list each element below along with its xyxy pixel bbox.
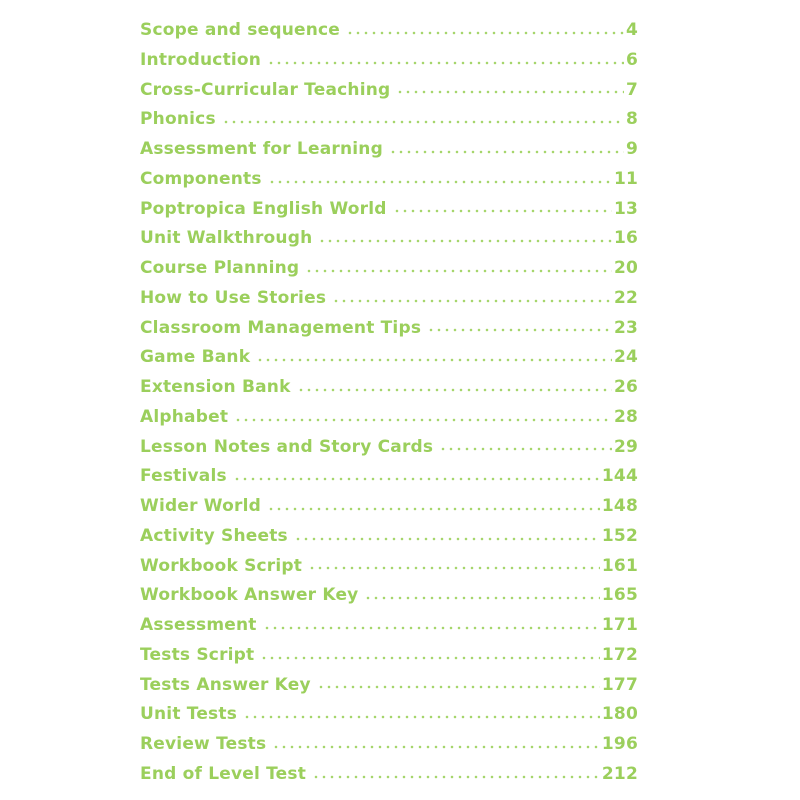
toc-dot-leader (393, 209, 612, 213)
toc-entry-title: Poptropica English World (140, 198, 387, 219)
toc-dot-leader (297, 388, 612, 392)
toc-entry-page: 6 (625, 49, 638, 70)
toc-entry-page: 7 (625, 79, 638, 100)
toc-entry[interactable] (140, 581, 638, 611)
toc-entry-page: 8 (625, 109, 638, 130)
toc-entry[interactable] (140, 522, 638, 552)
toc-entry-page: 148 (601, 496, 638, 516)
toc-entry[interactable] (140, 343, 638, 373)
toc-entry[interactable] (140, 552, 638, 582)
toc-dot-leader (318, 239, 612, 243)
toc-entry-page: 212 (601, 763, 638, 784)
toc-dot-leader (439, 447, 612, 451)
toc-entry-title: Scope and sequence (140, 20, 341, 40)
toc-entry-title: Tests Answer Key (140, 674, 311, 695)
toc-entry-page: 144 (601, 466, 638, 487)
toc-entry-page: 171 (601, 615, 638, 635)
toc-entry-page: 180 (601, 704, 638, 725)
toc-entry-page: 161 (601, 555, 638, 576)
toc-entry-title: How to Use Stories (140, 287, 327, 308)
toc-dot-leader (427, 328, 612, 332)
toc-dot-leader (222, 120, 624, 124)
toc-dot-leader (260, 656, 600, 660)
toc-entry[interactable] (140, 284, 638, 314)
toc-entry[interactable] (140, 462, 638, 492)
toc-entry-page: 165 (601, 585, 638, 606)
toc-entry-page: 29 (613, 436, 638, 457)
toc-entry-title: Course Planning (140, 258, 300, 278)
toc-entry[interactable] (140, 492, 638, 522)
toc-entry-page: 4 (625, 20, 638, 40)
toc-dot-leader (267, 61, 624, 65)
toc-entry-page: 13 (613, 198, 638, 219)
toc-entry-page: 16 (613, 228, 638, 249)
toc-entry-title: Lesson Notes and Story Cards (140, 436, 434, 457)
toc-dot-leader (243, 715, 600, 719)
toc-entry[interactable] (140, 611, 638, 641)
toc-dot-leader (389, 150, 624, 154)
toc-entry[interactable] (140, 433, 638, 463)
toc-dot-leader (312, 775, 600, 779)
toc-dot-leader (364, 596, 599, 600)
toc-entry-page: 20 (613, 258, 638, 278)
toc-entry-title: Game Bank (140, 347, 251, 368)
toc-entry[interactable] (140, 641, 638, 671)
toc-entry-page: 152 (601, 525, 638, 546)
toc-entry-title: Wider World (140, 496, 261, 516)
toc-entry-title: Alphabet (140, 406, 229, 427)
toc-entry-title: Activity Sheets (140, 525, 288, 546)
toc-entry-title: Assessment for Learning (140, 139, 383, 159)
toc-entry[interactable] (140, 314, 638, 344)
toc-dot-leader (267, 507, 600, 511)
toc-entry-page: 177 (601, 674, 638, 695)
toc-entry-title: Classroom Management Tips (140, 317, 422, 338)
toc-entry-title: Components (140, 168, 262, 189)
toc-entry[interactable] (140, 135, 638, 165)
toc-entry-title: End of Level Test (140, 763, 307, 784)
toc-dot-leader (305, 269, 612, 273)
toc-entry-page: 23 (613, 317, 638, 338)
toc-entry-page: 9 (625, 139, 638, 159)
toc-dot-leader (272, 745, 600, 749)
toc-dot-leader (263, 626, 600, 630)
toc-entry-page: 196 (601, 734, 638, 754)
toc-entry-title: Tests Script (140, 644, 255, 665)
toc-entry-title: Festivals (140, 466, 227, 487)
toc-entry-page: 24 (613, 347, 638, 368)
toc-entry-page: 28 (613, 406, 638, 427)
toc-dot-leader (308, 566, 600, 570)
toc-dot-leader (317, 685, 600, 689)
toc-entry-page: 11 (613, 168, 638, 189)
toc-entry-title: Workbook Script (140, 555, 303, 576)
toc-entry-page: 22 (613, 287, 638, 308)
toc-entry-title: Introduction (140, 49, 262, 70)
toc-dot-leader (234, 418, 612, 422)
toc-entry[interactable] (140, 700, 638, 730)
toc-entry-title: Cross-Curricular Teaching (140, 79, 391, 100)
toc-entry-title: Review Tests (140, 734, 267, 754)
toc-entry[interactable] (140, 76, 638, 106)
toc-entry-page: 26 (613, 377, 638, 397)
toc-entry[interactable] (140, 16, 638, 46)
toc-entry[interactable] (140, 195, 638, 225)
toc-entry[interactable] (140, 224, 638, 254)
toc-dot-leader (233, 477, 600, 481)
toc-entry-title: Assessment (140, 615, 257, 635)
toc-entry[interactable] (140, 373, 638, 403)
toc-entry[interactable] (140, 165, 638, 195)
toc-dot-leader (256, 358, 612, 362)
toc-entry[interactable] (140, 671, 638, 701)
toc-dot-leader (294, 537, 600, 541)
toc-dot-leader (332, 299, 612, 303)
toc-dot-leader (396, 90, 624, 94)
toc-entry[interactable] (140, 760, 638, 790)
toc-entry-title: Unit Tests (140, 704, 238, 725)
toc-entry-title: Unit Walkthrough (140, 228, 313, 249)
toc-dot-leader (346, 31, 624, 35)
toc-entry-page: 172 (601, 644, 638, 665)
toc-entry[interactable] (140, 403, 638, 433)
toc-entry-title: Workbook Answer Key (140, 585, 359, 606)
toc-entry-title: Phonics (140, 109, 216, 130)
toc-entry[interactable] (140, 730, 638, 760)
toc-entry-title: Extension Bank (140, 377, 291, 397)
toc-dot-leader (268, 180, 612, 184)
toc-entry[interactable] (140, 105, 638, 135)
table-of-contents (140, 16, 638, 790)
toc-entry[interactable] (140, 46, 638, 76)
toc-entry[interactable] (140, 254, 638, 284)
